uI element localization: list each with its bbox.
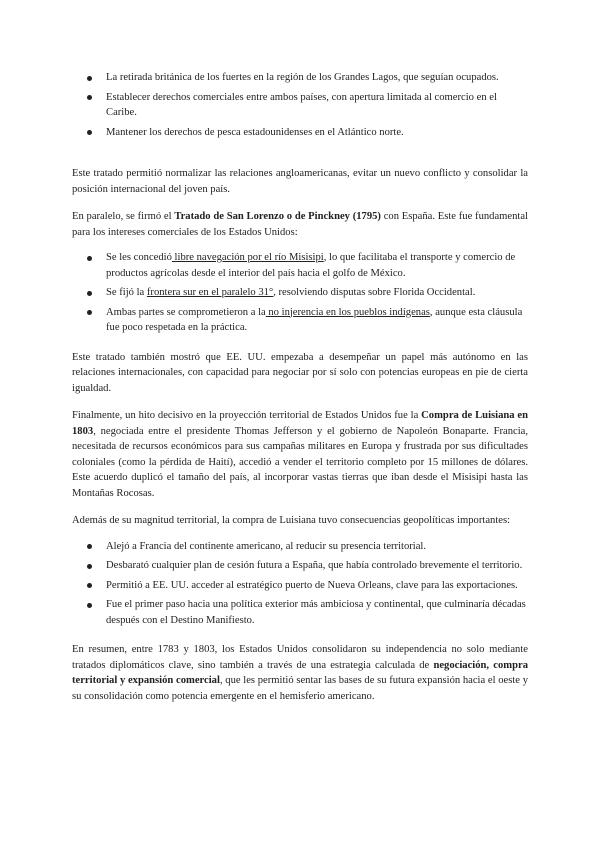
list-item: Establecer derechos comerciales entre ambos países, con apertura limitada al comercio en el Caribe. <box>72 90 528 121</box>
list-item: Permitió a EE. UU. acceder al estratégico puerto de Nueva Orleans, clave para las exportaciones. <box>72 578 528 594</box>
paragraph: Este tratado también mostró que EE. UU. empezaba a desempeñar un papel más autónomo en las relaciones internacionales, con capacidad para negociar por sí solo con potencias europeas en pie de cierta igualdad. <box>72 351 528 394</box>
consequences-list <box>72 539 528 629</box>
objectives-list <box>72 70 528 140</box>
paragraph: En resumen, entre 1783 y 1803, los Estados Unidos consolidaron su independencia no solo mediante tratados diplomáticos clave, sino también a través de una estrategia calculada de negociación, compra territorial y expansión comercial, que les permitió sentar las bases de su futura expansión hacia el oeste y su consolidación como potencia emergente en el hemisferio americano. <box>72 644 528 702</box>
bold-text: Tratado de San Lorenzo o de Pinckney (1795) <box>174 211 381 222</box>
paragraph: En paralelo, se firmó el Tratado de San Lorenzo o de Pinckney (1795) con España. Este fue fundamental para los intereses comerciales de los Estados Unidos: <box>72 211 528 238</box>
paragraph: Este tratado permitió normalizar las relaciones angloamericanas, evitar un nuevo conflicto y consolidar la posición internacional del joven país. <box>72 168 528 195</box>
document-body <box>72 70 528 704</box>
bullet-icon <box>87 583 92 588</box>
list-item: Alejó a Francia del continente americano, al reducir su presencia territorial. <box>72 539 528 555</box>
bullet-icon <box>87 564 92 569</box>
bold-text: negociación, compra territorial y expansión comercial <box>72 659 528 686</box>
list-item: Se les concedió libre navegación por el río Misisipi, lo que facilitaba el transporte y comercio de productos agrícolas desde el interior del país hacia el golfo de México. <box>72 250 528 281</box>
bullet-icon <box>87 95 92 100</box>
bullet-icon <box>87 256 92 261</box>
underlined-text: libre navegación por el río Misisipi <box>171 252 324 263</box>
underlined-text: frontera sur en el paralelo 31° <box>146 287 274 298</box>
list-item: Desbarató cualquier plan de cesión futura a España, que había controlado brevemente el territorio. <box>72 558 528 574</box>
treaty-terms-list <box>72 250 528 336</box>
list-item: La retirada británica de los fuertes en la región de los Grandes Lagos, que seguían ocupados. <box>72 70 528 86</box>
bullet-icon <box>87 603 92 608</box>
bullet-icon <box>87 130 92 135</box>
underlined-text: no injerencia en los pueblos indígenas <box>265 306 430 318</box>
list-item: Mantener los derechos de pesca estadounidenses en el Atlántico norte. <box>72 125 528 141</box>
paragraph: Además de su magnitud territorial, la compra de Luisiana tuvo consecuencias geopolíticas importantes: <box>72 515 511 526</box>
paragraph: Finalmente, un hito decisivo en la proyección territorial de Estados Unidos fue la Compra de Luisiana en 1803, negociada entre el presidente Thomas Jefferson y el gobierno de Napoleón Bonaparte. Francia, necesitada de recursos económicos para sus campañas militares en Europa y frustrada por sus dificultades coloniales (como la pérdida de Haití), accedió a vender el territorio completo por 15 millones de dólares. Este acuerdo duplicó el tamaño del país, al incorporar vastas tierras que iban desde el Misisipi hasta las Montañas Rocosas. <box>72 410 529 499</box>
list-item: Se fijó la frontera sur en el paralelo 31°, resolviendo disputas sobre Florida Occidental. <box>72 285 528 301</box>
bullet-icon <box>87 544 92 549</box>
bullet-icon <box>87 291 92 296</box>
list-item: Ambas partes se comprometieron a la no injerencia en los pueblos indígenas, aunque esta cláusula fue poco respetada en la práctica. <box>72 305 528 336</box>
bullet-icon <box>87 76 92 81</box>
bold-text: Compra de Luisiana en 1803 <box>72 410 529 437</box>
list-item: Fue el primer paso hacia una política exterior más ambiciosa y continental, que culminaría décadas después con el Destino Manifiesto. <box>72 597 528 628</box>
bullet-icon <box>87 310 92 315</box>
